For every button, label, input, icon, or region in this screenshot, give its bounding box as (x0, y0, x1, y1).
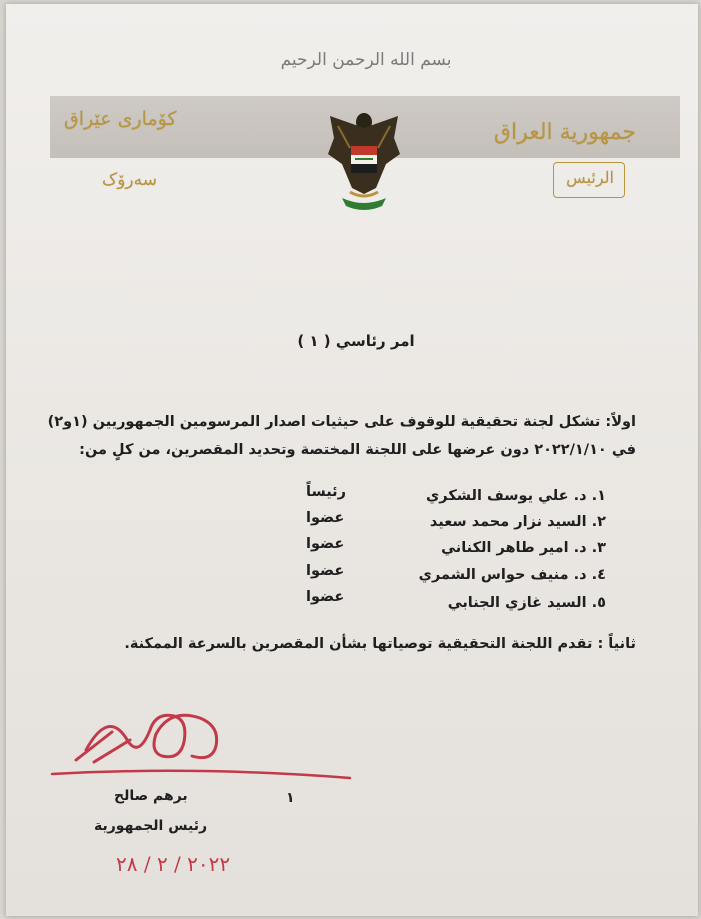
member-3-name: ٣. د. امير طاهر الكناني (441, 540, 606, 556)
member-2-name: ٢. السيد نزار محمد سعيد (429, 514, 606, 530)
member-4-name: ٤. د. منيف حواس الشمري (418, 567, 606, 583)
first-clause-line1: اولاً: تشكل لجنة تحقيقية للوقوف على حيثيات اصدار المرسومين الجمهوريين (١و٢) (47, 414, 636, 430)
basmala: بسم الله الرحمن الرحيم (280, 50, 452, 70)
member-4-role: عضوا (306, 563, 345, 579)
handwritten-date: ٢٠٢٢ / ٢ / ٢٨ (116, 852, 231, 876)
signature-mark: ١ (286, 790, 295, 806)
member-3-role: عضوا (306, 536, 345, 552)
first-clause-line2: في ٢٠٢٢/١/١٠ دون عرضها على اللجنة المختصة وتحديد المقصرين، من كلٍ من: (79, 442, 636, 458)
kurdish-subtitle: سەرۆک (102, 170, 157, 190)
member-5-name: ٥. السيد غازي الجنابي (447, 595, 606, 611)
arabic-subtitle: الرئيس (566, 168, 614, 187)
handwritten-signature-icon (46, 690, 356, 800)
order-title: امر رئاسي ( ١ ) (297, 332, 415, 350)
document-page (6, 4, 698, 916)
second-clause: ثانياً : تقدم اللجنة التحقيقية توصياتها بشأن المقصرين بالسرعة الممكنة. (124, 636, 636, 652)
arabic-title: جمهورية العراق (493, 120, 636, 145)
iraq-eagle-emblem-icon (324, 108, 404, 218)
signer-position: رئيس الجمهورية (94, 818, 208, 834)
member-1-role: رئيساً (306, 484, 346, 500)
signer-name: برهم صالح (114, 788, 188, 804)
member-2-role: عضوا (306, 510, 345, 526)
member-1-name: ١. د. علي يوسف الشكري (426, 488, 606, 504)
kurdish-title: كۆماری عێراق (64, 108, 177, 130)
member-5-role: عضوا (306, 589, 345, 605)
